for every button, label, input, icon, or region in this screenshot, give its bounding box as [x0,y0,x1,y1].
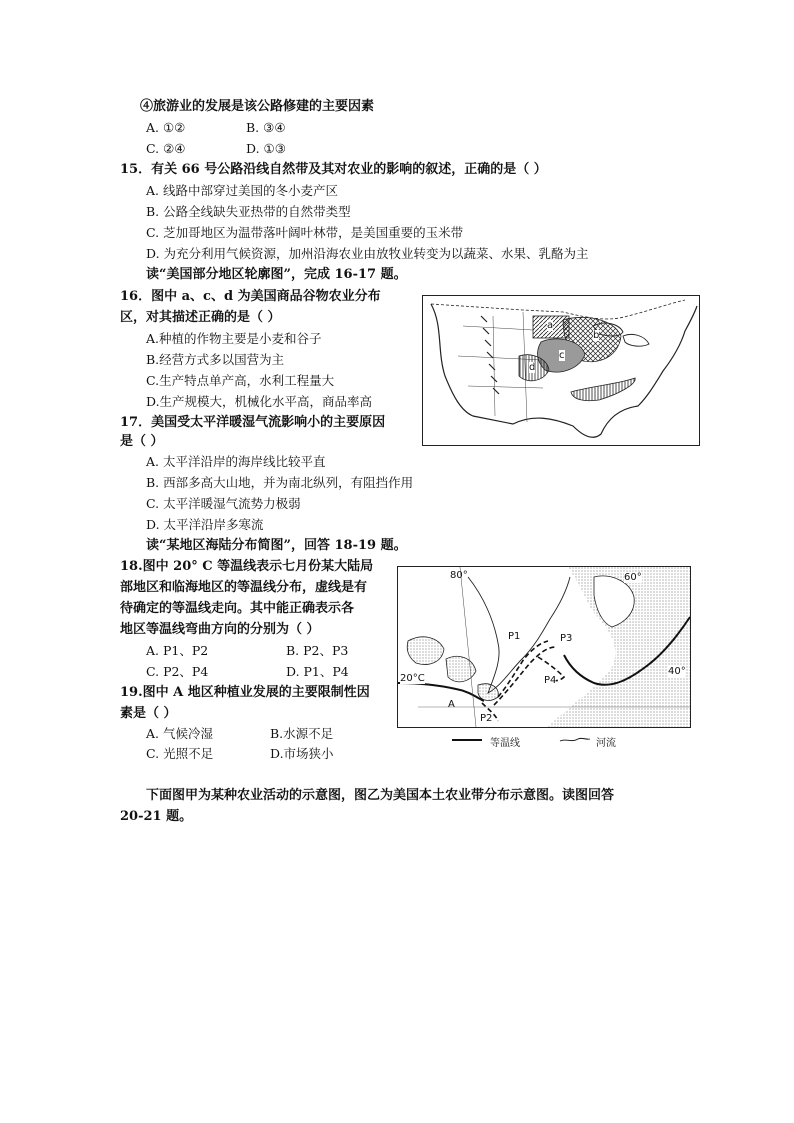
q15-option-c: C. 芝加哥地区为温带落叶阔叶林带，是美国重要的玉米带 [146,225,464,240]
q18-option-a: A. P1、P2 [146,643,209,658]
map2-legend [452,732,672,748]
q18-option-c: C. P2、P4 [146,664,209,679]
map1-label-b: b [593,330,600,341]
q14-statement-4: ④旅游业的发展是该公路修建的主要因素 [140,99,375,114]
q14-option-b: B. ③④ [246,120,286,135]
q19-stem-line2: 素是（ ） [120,706,177,721]
legend-river-label: 河流 [596,738,616,749]
map2-p2: P2 [480,713,493,724]
q17-option-d: D. 太平洋沿岸多寒流 [146,517,264,532]
map2-deg20c: 20°C [400,673,425,684]
q15-option-a: A. 线路中部穿过美国的冬小麦产区 [146,183,338,198]
map2-p3: P3 [560,633,573,644]
q16-stem-line2: 区，对其描述正确的是（ ） [120,310,281,325]
map2-deg40: 40° [668,666,686,677]
map2-p1: P1 [508,631,521,642]
q14-option-c: C. ②④ [146,141,186,156]
legend-symbols [452,732,672,748]
intro-20-21-line1: 下面图甲为某种农业活动的示意图，图乙为美国本土农业带分布示意图。读图回答 [146,788,615,803]
map2-deg60: 60° [624,572,642,583]
q15-stem: 15．有关 66 号公路沿线自然带及其对农业的影响的叙述，正确的是（ ） [120,162,547,177]
intro-20-21-line2: 20-21 题。 [120,809,193,824]
q14-option-d: D. ①③ [246,141,286,156]
map2-deg80: 80° [450,570,468,581]
q16-option-a: A.种植的作物主要是小麦和谷子 [146,331,322,346]
q16-option-b: B.经营方式多以国营为主 [146,352,285,367]
q14-option-a: A. ①② [146,120,186,135]
q18-stem-line3: 待确定的等温线走向。其中能正确表示各 [120,601,355,616]
q19-option-a: A. 气候冷湿 [146,726,213,741]
us-map-drawing [423,296,699,445]
q19-option-c: C. 光照不足 [146,746,214,761]
sea-land-drawing [398,567,690,727]
q18-stem-line4: 地区等温线弯曲方向的分别为（ ） [120,622,320,637]
map2-a: A [448,699,455,710]
q18-stem-line1: 18.图中 20° C 等温线表示七月份某大陆局 [120,559,374,574]
us-outline-map [422,295,700,446]
map1-label-c: c [559,350,565,361]
map2-p4: P4 [544,675,557,686]
q17-stem-line1: 17．美国受太平洋暖湿气流影响小的主要原因 [120,415,386,430]
map1-label-d: d [529,362,536,373]
sea-land-map [397,566,691,728]
q19-option-b: B.水源不足 [270,726,334,741]
q16-option-d: D.生产规模大，机械化水平高，商品率高 [146,394,373,409]
map1-label-a: a [547,320,554,331]
q17-option-b: B. 西部多高大山地，并为南北纵列，有阻挡作用 [146,475,414,490]
q15-option-b: B. 公路全线缺失亚热带的自然带类型 [146,204,351,219]
legend-river-swatch [560,738,590,741]
q18-stem-line2: 部地区和临海地区的等温线分布，虚线是有 [120,580,368,595]
q18-option-b: B. P2、P3 [286,643,349,658]
q17-option-c: C. 太平洋暖湿气流势力极弱 [146,496,301,511]
q16-option-c: C.生产特点单产高，水利工程量大 [146,373,335,388]
q17-stem-line2: 是（ ） [120,434,164,449]
q16-stem-line1: 16．图中 a、c、d 为美国商品谷物农业分布 [120,289,381,304]
q15-option-d: D. 为充分利用气候资源，加州沿海农业由放牧业转变为以蔬菜、水果、乳酪为主 [146,246,589,261]
q18-option-d: D. P1、P4 [286,664,349,679]
intro-18-19: 读“某地区海陆分布简图”，回答 18-19 题。 [146,538,407,553]
legend-isotherm-label: 等温线 [490,738,520,749]
intro-16-17: 读“美国部分地区轮廓图”，完成 16-17 题。 [146,267,407,282]
q19-option-d: D.市场狭小 [270,746,334,761]
q17-option-a: A. 太平洋沿岸的海岸线比较平直 [146,454,326,469]
q19-stem-line1: 19.图中 A 地区种植业发展的主要限制性因 [120,685,370,700]
